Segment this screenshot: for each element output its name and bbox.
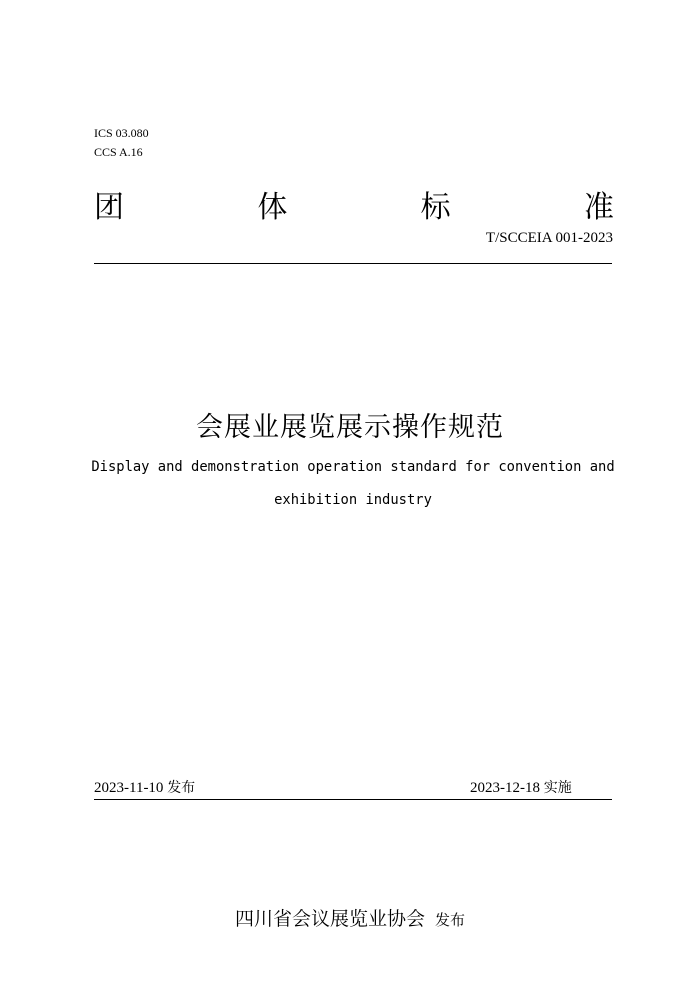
dates-divider (94, 799, 612, 800)
publisher-name: 四川省会议展览业协会 (234, 908, 425, 930)
issue-date (94, 779, 195, 797)
heading-char: 团 (94, 190, 124, 225)
title-chinese: 会展业展览展示操作规范 (196, 412, 504, 443)
header-divider (94, 263, 612, 264)
title-english-line2: exhibition industry (274, 492, 432, 508)
heading-char: 标 (420, 190, 451, 225)
ccs-code: CCS A.16 (94, 145, 143, 159)
standard-number: T/SCCEIA 001-2023 (485, 230, 613, 246)
title-english-line1: Display and demonstration operation standard for convention and (91, 459, 615, 475)
effective-date (470, 779, 572, 797)
issue-date-value: 2023-11-10 (94, 780, 164, 796)
issue-date-label: 发布 (167, 780, 196, 796)
heading-char: 体 (257, 190, 288, 225)
publisher-line (0, 906, 700, 933)
effective-date-value: 2023-12-18 (470, 780, 540, 796)
publisher-suffix: 发布 (435, 911, 466, 929)
effective-date-label: 实施 (543, 780, 572, 796)
heading-char: 准 (583, 190, 614, 225)
standard-type-heading (94, 190, 614, 226)
ics-code: ICS 03.080 (94, 126, 149, 140)
